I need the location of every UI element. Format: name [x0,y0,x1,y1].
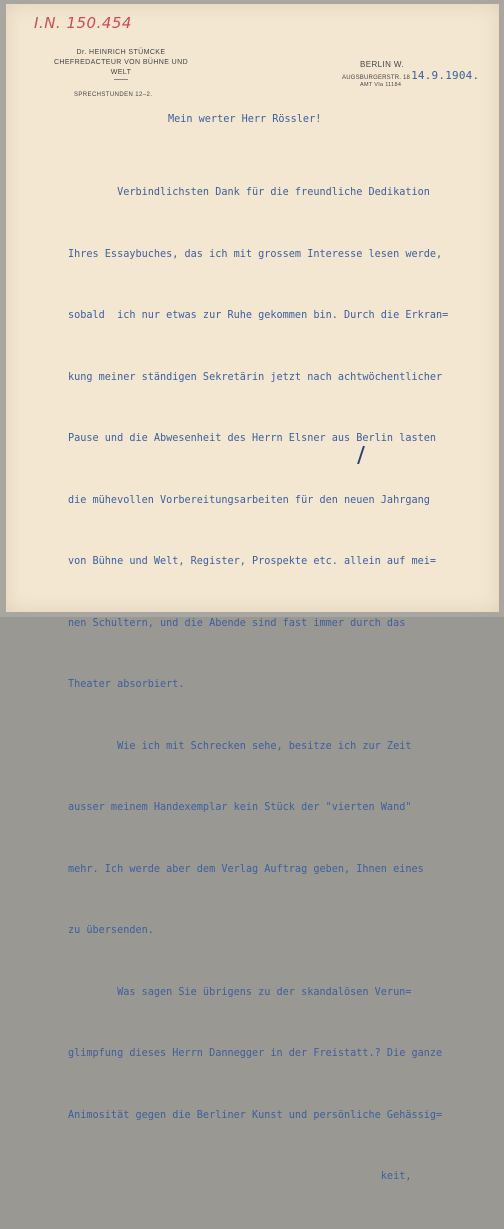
letter-sheet [6,4,499,1182]
salutation: Mein werter Herr Rössler! [168,114,322,125]
body-line: kung meiner ständigen Sekretärin jetzt nach achtwöchentlicher [68,371,443,383]
letterhead-phone: AMT VIa 11184 [360,82,402,88]
letterhead-address: AUGSBURGERSTR. 18 [342,75,411,81]
body-line: keit, [68,1171,412,1182]
letterhead-left [46,48,196,80]
letterhead-hours: SPRECHSTUNDEN 12–2. [74,92,153,98]
letterhead-name: Dr. HEINRICH STÜMCKE [76,49,166,56]
letterhead-address-line [342,69,479,82]
body-line: Pause und die Abwesenheit des Herrn Elsner aus Berlin lasten [68,433,437,444]
inventory-note: I.N. 150.454 [34,14,132,32]
letterhead-right [342,60,479,88]
body-line: die mühevollen Vorbereitungsarbeiten für den neuen Jahrgang [68,494,430,506]
letterhead-title: CHEFREDACTEUR VON BÜHNE UND WELT [53,58,189,76]
body-line: von Bühne und Welt, Register, Prospekte etc. allein auf mei= [68,556,437,567]
body-line: Verbindlichsten Dank für die freundliche Dedikation [68,187,430,198]
letter-date: 14.9.1904. [411,69,480,82]
body-line: zu übersenden. [68,925,154,936]
letter-body [68,142,448,1229]
letterhead-divider [114,79,128,80]
body-line: Animosität gegen die Berliner Kunst und persönliche Gehässig= [68,1109,443,1121]
body-line: glimpfung dieses Herrn Dannegger in der Freistatt.? Die ganze [68,1048,443,1059]
letterhead-city: BERLIN W. [360,60,405,69]
body-line: Ihres Essaybuches, das ich mit grossem Interesse lesen werde, [68,248,443,260]
body-line: nen Schultern, und die Abende sind fast immer durch das [68,617,406,629]
body-line: mehr. Ich werde aber dem Verlag Auftrag geben, Ihnen eines [68,863,424,875]
body-line: Theater absorbiert. [68,679,185,690]
body-line: Wie ich mit Schrecken sehe, besitze ich zur Zeit [68,740,412,752]
body-line: Was sagen Sie übrigens zu der skandalösen Verun= [68,986,412,998]
body-line: ausser meinem Handexemplar kein Stück der "vierten Wand" [68,802,412,813]
body-line: sobald ich nur etwas zur Ruhe gekommen bin. Durch die Erkran= [68,310,449,321]
